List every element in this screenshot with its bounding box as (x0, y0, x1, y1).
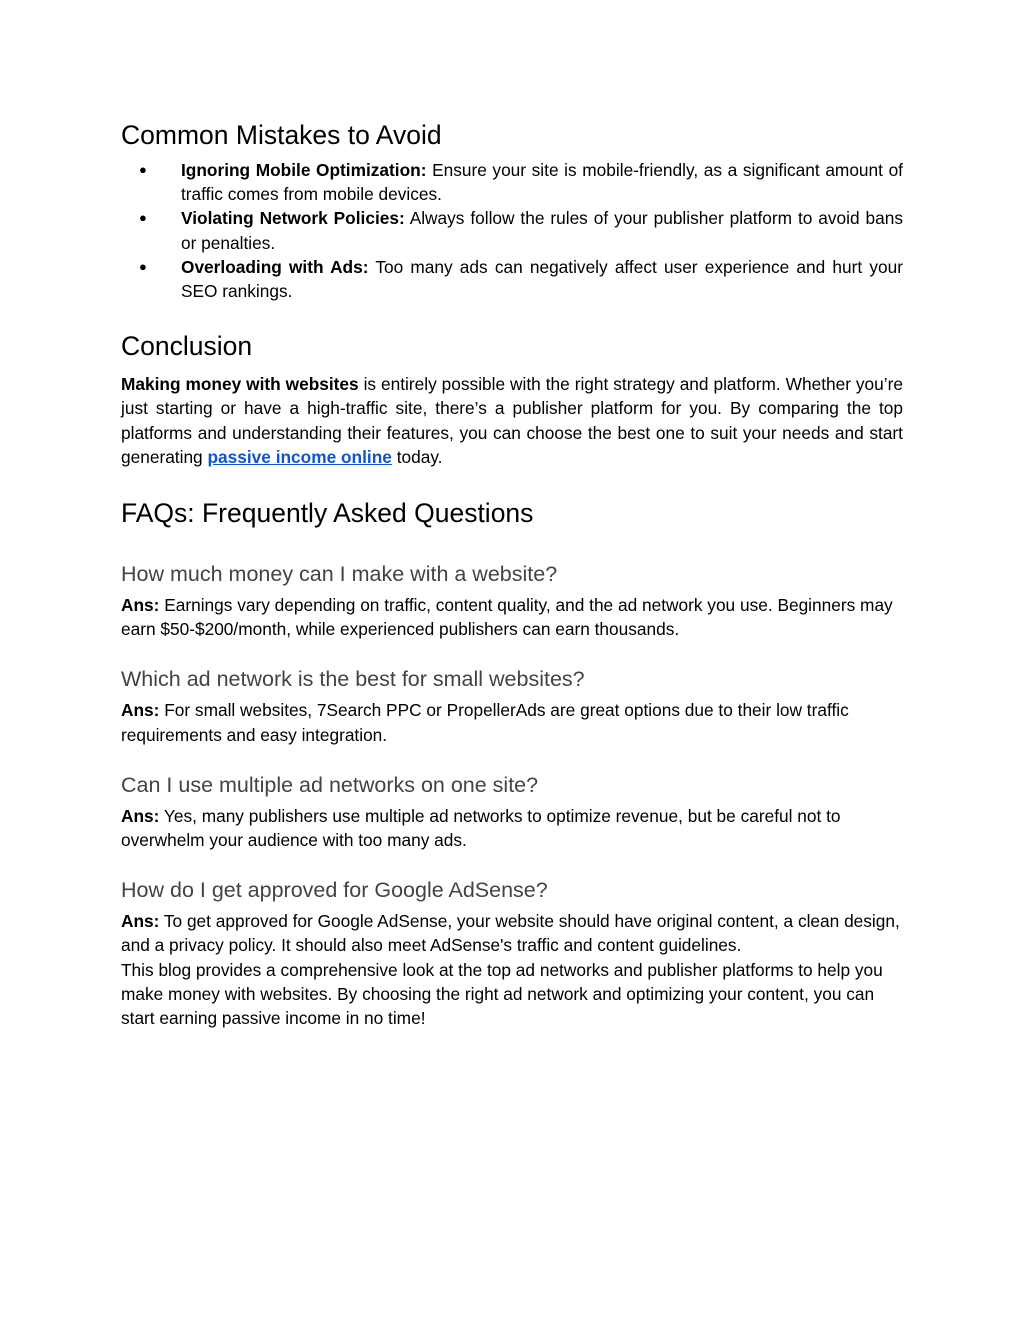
list-item (121, 255, 903, 303)
faq-question: Which ad network is the best for small websites? (121, 667, 585, 692)
faq-answer (121, 698, 903, 746)
conclusion-text: is entirely possible with the right strategy and platform. Whether you’re just starting or have a high-traffic site, there’s a publisher platform for you. By comparing the top platforms and understanding their features, you can choose the best one to suit your needs and start generating (121, 374, 903, 467)
ans-label: Ans: (121, 595, 160, 616)
document-page (121, 118, 903, 1030)
list-item-bold: Overloading with Ads: (181, 256, 369, 277)
faq-item (121, 560, 903, 641)
section-faqs (121, 496, 903, 1030)
ans-label: Ans: (121, 911, 160, 932)
list-item (121, 206, 903, 254)
faq-question: Can I use multiple ad networks on one site? (121, 772, 539, 797)
faq-answer-text: Yes, many publishers use multiple ad networks to optimize revenue, but be careful not to overwhelm your audience with too many ads. (121, 805, 841, 851)
bullet-icon: ● (139, 258, 147, 274)
faq-question: How do I get approved for Google AdSense? (121, 878, 548, 903)
conclusion-text-end: today. (391, 446, 443, 467)
heading-conclusion: Conclusion (121, 331, 253, 362)
faq-answer (121, 593, 903, 641)
list-item-text: Too many ads can negatively affect user experience and hurt your SEO rankings. (181, 256, 903, 302)
ans-label: Ans: (121, 805, 160, 826)
faq-question: How much money can I make with a website? (121, 562, 558, 587)
conclusion-paragraph (121, 372, 903, 469)
bullet-icon: ● (139, 210, 147, 226)
conclusion-bold-lead: Making money with websites (121, 374, 359, 395)
faq-item (121, 665, 903, 746)
bullet-icon: ● (139, 162, 147, 177)
list-item-text: Always follow the rules of your publisher platform to avoid bans or penalties. (181, 208, 903, 253)
faq-item (121, 771, 903, 852)
faq-answer (121, 804, 903, 852)
section-conclusion (121, 329, 903, 469)
faq-item (121, 876, 903, 1030)
mistakes-list (121, 158, 903, 303)
list-item-text: Ensure your site is mobile-friendly, as a significant amount of traffic comes from mobile devices. (181, 160, 903, 205)
faq-answer-text: Earnings vary depending on traffic, content quality, and the ad network you use. Beginners may earn $50-$200/month, while experienced publishers can earn thousands. (121, 595, 893, 640)
closing-paragraph: This blog provides a comprehensive look at the top ad networks and publisher platforms to help you make money with websites. By choosing the right ad network and optimizing your content, you can start earning passive income in no time! (121, 959, 883, 1029)
section-common-mistakes (121, 118, 903, 303)
faq-answer-text: To get approved for Google AdSense, your website should have original content, a clean design, and a privacy policy. It should also meet AdSense's traffic and content guidelines. (121, 911, 900, 956)
list-item-bold: Violating Network Policies: (181, 208, 405, 229)
heading-common-mistakes: Common Mistakes to Avoid (121, 120, 442, 150)
faq-answer (121, 909, 903, 957)
heading-faqs: FAQs: Frequently Asked Questions (121, 498, 534, 529)
faq-answer-text: For small websites, 7Search PPC or PropellerAds are great options due to their low traffic requirements and easy integration. (121, 700, 849, 745)
list-item (121, 158, 903, 206)
passive-income-link[interactable]: passive income online (207, 446, 392, 467)
list-item-bold: Ignoring Mobile Optimization: (181, 160, 427, 180)
ans-label: Ans: (121, 700, 160, 721)
